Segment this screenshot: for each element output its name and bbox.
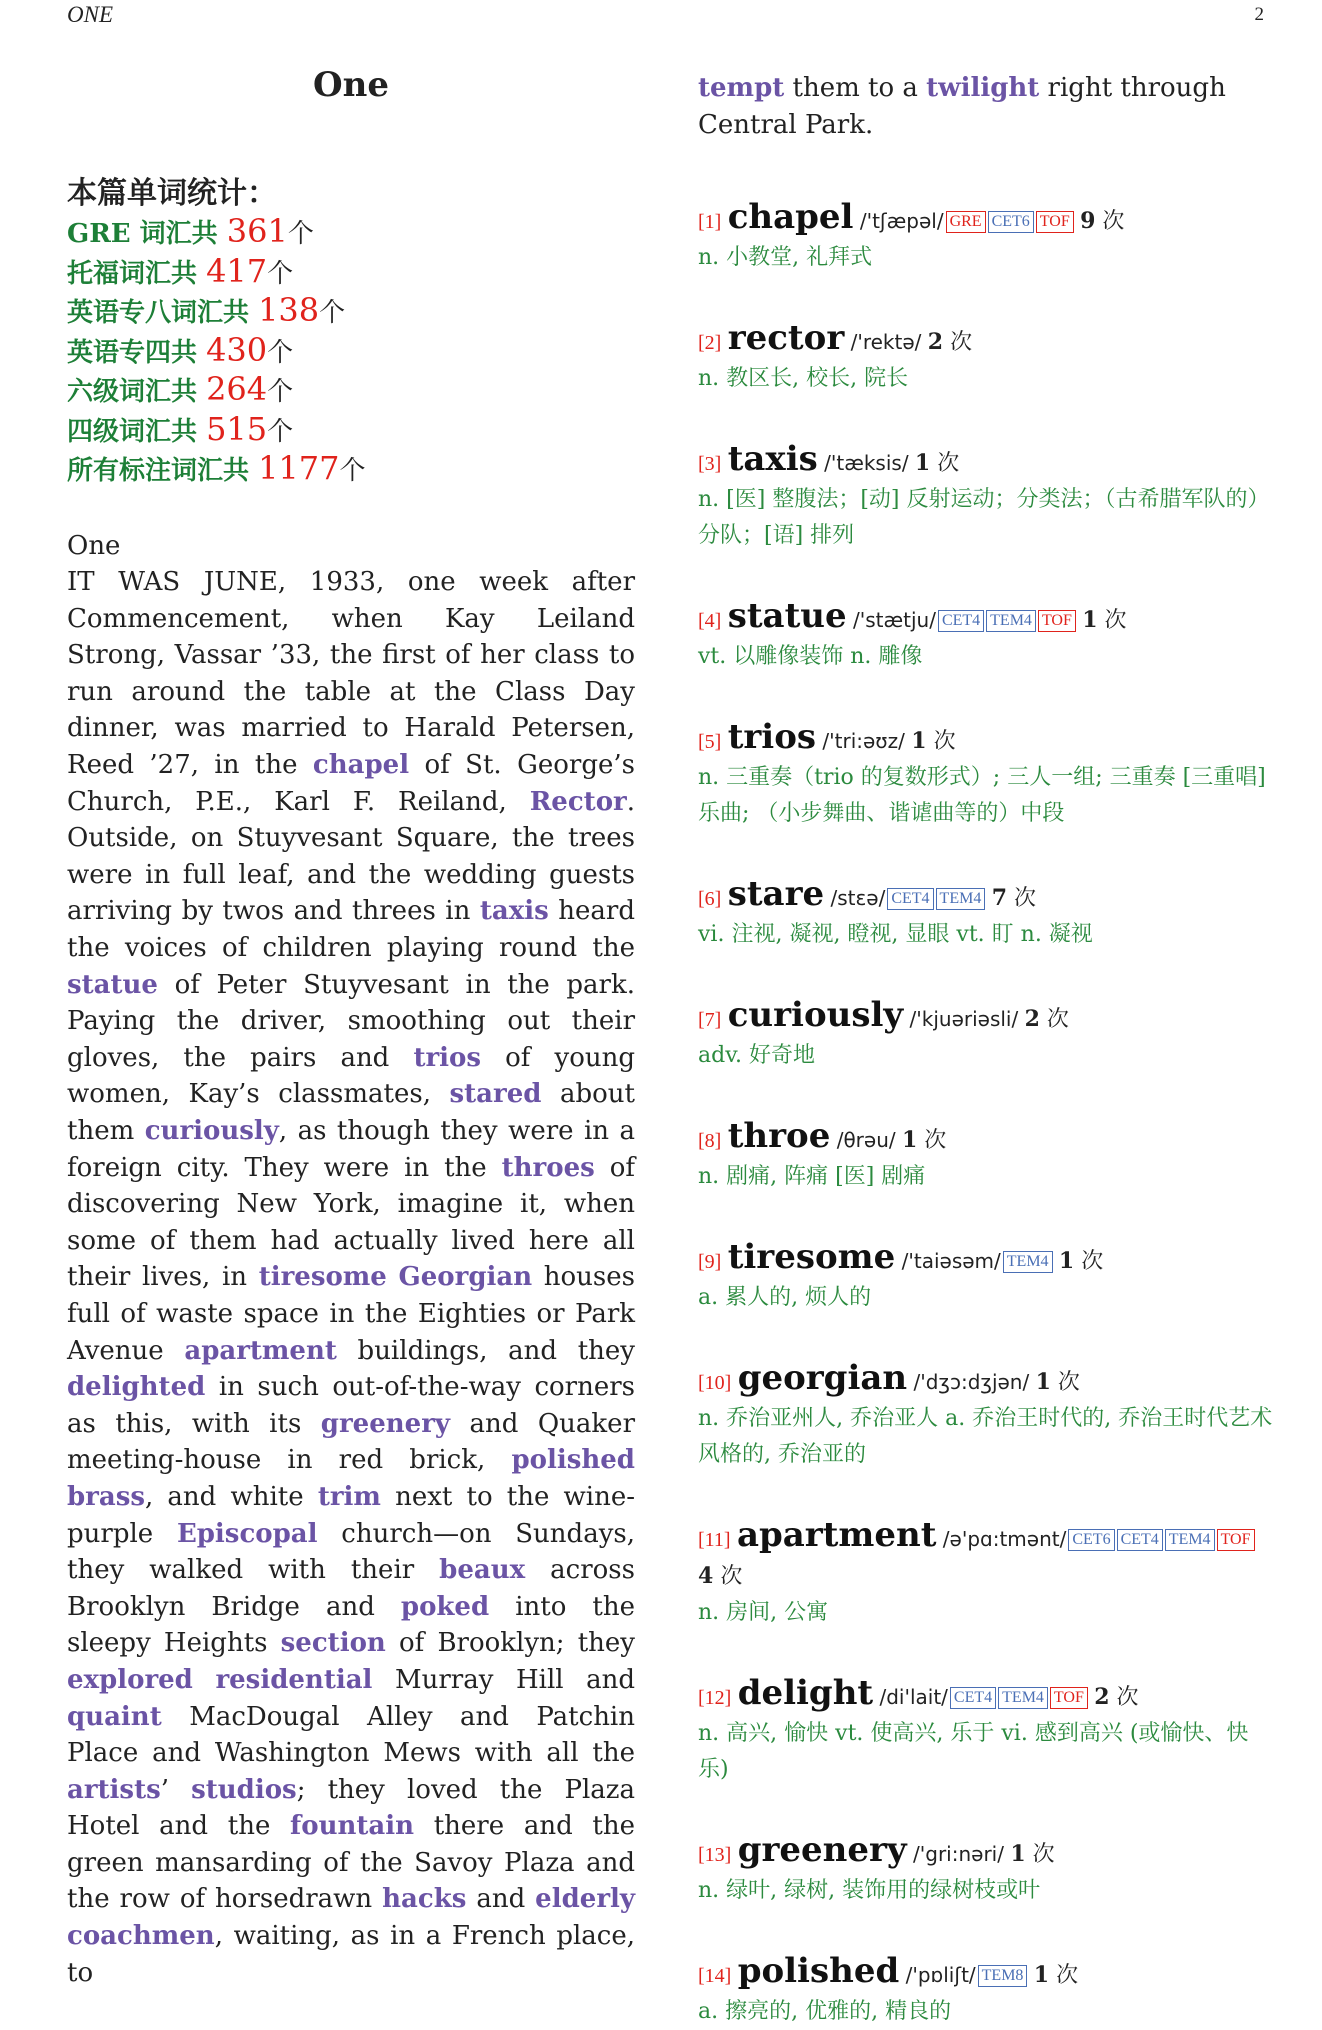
entry-word: delight (737, 1673, 874, 1714)
glossary-entry (698, 1360, 1276, 1473)
entry-phonetic: /'tri:əʊz/ (822, 729, 905, 754)
frequency-count: 2 (1094, 1684, 1110, 1711)
keyword: delighted (67, 1372, 206, 1403)
entry-definition: a. 累人的, 烦人的 (698, 1285, 872, 1311)
exam-tag: TEM4 (1165, 1529, 1215, 1551)
frequency-count: 2 (927, 329, 944, 356)
frequency-count: 1 (911, 728, 927, 755)
entry-number: [14] (698, 1965, 732, 1988)
entry-definition: vt. 以雕像装饰 n. 雕像 (698, 644, 923, 670)
stats-heading: 本篇单词统计： (67, 176, 277, 211)
entry-number: [13] (698, 1844, 732, 1867)
glossary-entry (698, 719, 1276, 832)
entry-phonetic: /'gri:nəri/ (913, 1842, 1004, 1867)
entry-number: [3] (698, 453, 722, 476)
keyword: Episcopal (176, 1518, 318, 1549)
entry-word: georgian (737, 1358, 908, 1399)
entry-word: stare (727, 874, 825, 915)
stat-line (67, 332, 635, 372)
keyword: Georgian (398, 1262, 533, 1293)
entry-definition: n. 小教堂, 礼拜式 (698, 245, 873, 271)
entry-head (698, 598, 1276, 639)
frequency-unit: 次 (1014, 886, 1037, 912)
entry-word: apartment (736, 1515, 937, 1556)
keyword: throes (501, 1152, 595, 1183)
frequency-count: 1 (1033, 1962, 1050, 1989)
entry-number: [1] (698, 211, 722, 234)
entry-frequency (992, 886, 1036, 911)
exam-tag: TEM8 (978, 1965, 1028, 1987)
entry-frequency (928, 330, 972, 355)
keyword: beaux (439, 1555, 526, 1586)
entry-number: [5] (698, 731, 722, 754)
keyword: tiresome (258, 1262, 387, 1293)
frequency-count: 1 (1035, 1369, 1051, 1396)
entry-head (698, 1118, 1276, 1159)
entry-word: polished (737, 1951, 900, 1992)
frequency-unit: 次 (1056, 1963, 1079, 1989)
glossary-entry (698, 1239, 1276, 1316)
frequency-count: 1 (1010, 1841, 1026, 1868)
entry-word: taxis (727, 439, 818, 480)
keyword: twilight (926, 73, 1040, 103)
stat-line (67, 450, 635, 490)
stat-count: 264 (206, 370, 268, 408)
glossary-entry (698, 1118, 1276, 1195)
frequency-unit: 次 (1057, 1370, 1080, 1396)
stat-label: 六级词汇共 (67, 377, 207, 407)
entry-definition: vi. 注视, 凝视, 瞪视, 显眼 vt. 盯 n. 凝视 (698, 922, 1093, 948)
keyword: trim (317, 1481, 381, 1512)
entry-head (698, 320, 1276, 361)
exam-tag: TEM4 (986, 610, 1036, 632)
entry-head (698, 719, 1276, 760)
stat-label: 所有标注词汇共 (67, 456, 259, 486)
entry-definition: n. [医] 整腹法；[动] 反射运动；分类法；（古希腊军队的）分队；[语] 排列 (698, 487, 1270, 549)
story-paragraph: IT WAS JUNE, 1933, one week after Commencement, when Kay Leiland Strong, Vassar ’33, the first of her class to run around the table at the Class Day dinner, was married to Harald Petersen, Reed ’27, in the chapel of St. George’s Church, P.E., Karl F. Reiland, Rector. Outside, on Stuyvesant Square, the trees were in full leaf, and the wedding guests arriving by twos and threes in taxis heard the voices of children playing round the statue of Peter Stuyvesant in the park. Paying the driver, smoothing out their gloves, the pairs and trios of young women, Kay’s classmates, stared about them curiously, as though they were in a foreign city. They were in the throes of discovering New York, imagine it, when some of them had actually lived here all their lives, in tiresome Georgian houses full of waste space in the Eighties or Park Avenue apartment buildings, and they delighted in such out-of-the-way corners as this, with its greenery and Quaker meeting-house in red brick, polished brass, and white trim next to the wine-purple Episcopal church—on Sundays, they walked with their beaux across Brooklyn Bridge and poked into the sleepy Heights section of Brooklyn; they explored residential Murray Hill and quaint MacDougal Alley and Patchin Place and Washington Mews with all the artists’ studios; they loved the Plaza Hotel and the fountain there and the green mansarding of the Savoy Plaza and the row of horsedrawn hacks and elderly coachmen, waiting, as in a French place, to (67, 567, 636, 1988)
stat-count: 361 (226, 212, 288, 250)
exam-tag: CET4 (950, 1687, 996, 1709)
keyword: fountain (290, 1811, 415, 1842)
entry-frequency (698, 1564, 742, 1589)
entry-phonetic: /θrəu/ (836, 1128, 896, 1153)
frequency-count: 9 (1080, 208, 1096, 235)
entry-frequency (1034, 1963, 1078, 1988)
keyword: artists (67, 1774, 161, 1805)
stat-label: GRE 词汇共 (67, 219, 227, 249)
stat-count: 430 (206, 330, 268, 369)
keyword: explored (67, 1664, 193, 1695)
glossary-entry (698, 1517, 1276, 1631)
entry-definition: n. 绿叶, 绿树, 装饰用的绿树枝或叶 (698, 1878, 1041, 1904)
stat-unit: 个 (267, 337, 294, 368)
entry-word: statue (727, 596, 847, 637)
stat-unit: 个 (267, 416, 294, 447)
entry-word: rector (727, 318, 845, 359)
stat-label: 托福词汇共 (67, 258, 207, 289)
entry-number: [4] (698, 610, 722, 633)
keyword: greenery (320, 1408, 450, 1439)
entry-head (698, 1832, 1276, 1873)
keyword: Rector (529, 786, 627, 817)
frequency-unit: 次 (933, 729, 956, 755)
glossary-entry (698, 1675, 1276, 1788)
exam-tag: CET6 (1068, 1529, 1114, 1551)
frequency-unit: 次 (1081, 1249, 1104, 1275)
glossary-list (698, 199, 1276, 2030)
entry-phonetic: /'taiəsəm/ (901, 1249, 1001, 1274)
entry-frequency (902, 1128, 946, 1153)
exam-tag: TEM4 (998, 1687, 1048, 1709)
keyword: poked (400, 1591, 490, 1622)
glossary-entry (698, 1832, 1276, 1909)
stat-label: 四级词汇共 (67, 416, 207, 447)
exam-tag: CET4 (887, 888, 933, 910)
frequency-unit: 次 (1046, 1007, 1069, 1033)
entry-head (698, 441, 1276, 482)
stat-line (67, 371, 635, 411)
exam-tag: CET6 (988, 211, 1034, 233)
entry-phonetic: /'tʃæpəl/ (859, 209, 944, 234)
stat-line (67, 253, 635, 293)
glossary-entry (698, 1953, 1276, 2030)
glossary-entry (698, 441, 1276, 554)
frequency-unit: 次 (1102, 209, 1125, 235)
entry-head (698, 1517, 1276, 1595)
keyword: coachmen (67, 1921, 215, 1952)
keyword: quaint (67, 1701, 162, 1732)
entry-phonetic: /'pɒliʃt/ (905, 1963, 976, 1988)
entry-frequency (1082, 608, 1126, 633)
frequency-unit: 次 (950, 330, 973, 356)
entry-word: chapel (727, 197, 854, 238)
stat-line (67, 411, 635, 451)
entry-phonetic: /ə'pɑ:tmənt/ (942, 1527, 1067, 1552)
entry-phonetic: /'dʒɔ:dʒjən/ (913, 1370, 1030, 1395)
keyword: trios (413, 1042, 482, 1073)
exam-tag: TOF (1036, 211, 1074, 233)
frequency-count: 1 (1082, 607, 1098, 634)
entry-head (698, 1675, 1276, 1716)
left-column (67, 60, 635, 1991)
entry-frequency (1036, 1370, 1080, 1395)
entry-definition: a. 擦亮的, 优雅的, 精良的 (698, 1999, 952, 2025)
stat-unit: 个 (267, 258, 294, 289)
entry-head (698, 997, 1276, 1038)
glossary-entry (698, 598, 1276, 675)
keyword: statue (67, 969, 158, 1000)
exam-tag: TEM4 (936, 888, 986, 910)
keyword: apartment (184, 1335, 337, 1366)
entry-head (698, 1953, 1276, 1994)
frequency-unit: 次 (1104, 608, 1127, 634)
keyword: taxis (479, 896, 549, 927)
chapter-title: One (313, 65, 389, 105)
entry-word: curiously (727, 995, 904, 1036)
entry-phonetic: /'rektə/ (850, 330, 922, 355)
entry-phonetic: /di'lait/ (879, 1685, 948, 1710)
story-heading: One (67, 530, 121, 561)
exam-tag: CET4 (938, 610, 984, 632)
story-text (67, 528, 635, 1992)
frequency-count: 7 (991, 885, 1007, 912)
entry-frequency (1094, 1685, 1138, 1710)
frequency-count: 4 (698, 1563, 714, 1590)
keyword: studios (191, 1774, 297, 1805)
entry-number: [6] (698, 888, 722, 911)
stat-label: 英语专八词汇共 (67, 298, 259, 328)
entry-word: throe (727, 1116, 831, 1157)
stat-line (67, 292, 635, 332)
entry-definition: n. 剧痛, 阵痛 [医] 剧痛 (698, 1164, 926, 1190)
keyword: chapel (312, 750, 410, 781)
stat-unit: 个 (267, 377, 294, 407)
exam-tag: TOF (1050, 1687, 1088, 1709)
entry-head (698, 1360, 1276, 1401)
stat-line (67, 213, 635, 253)
exam-tag: TOF (1038, 610, 1076, 632)
running-title: ONE (67, 2, 113, 27)
story-continuation: tempt them to a twilight right through Central Park. (698, 73, 1226, 140)
entry-frequency (1059, 1249, 1103, 1274)
exam-tag: GRE (946, 211, 986, 233)
entry-phonetic: /stɛə/ (830, 886, 886, 911)
entry-frequency (1025, 1007, 1069, 1032)
frequency-unit: 次 (937, 451, 960, 477)
frequency-unit: 次 (720, 1564, 743, 1590)
entry-phonetic: /'tæksis/ (824, 451, 909, 476)
page-number: 2 (1254, 4, 1264, 25)
glossary-entry (698, 876, 1276, 953)
right-column (698, 60, 1276, 2030)
keyword: section (280, 1628, 386, 1659)
keyword: brass (67, 1481, 145, 1512)
entry-number: [11] (698, 1529, 731, 1552)
stat-unit: 个 (319, 298, 346, 328)
stat-count: 138 (258, 291, 320, 329)
stats-list (67, 213, 635, 490)
frequency-unit: 次 (1116, 1685, 1139, 1711)
entry-frequency (1010, 1842, 1054, 1867)
stat-unit: 个 (287, 219, 314, 249)
entry-definition: n. 高兴, 愉快 vt. 使高兴, 乐于 vi. 感到高兴 (或愉快、快乐) (698, 1721, 1249, 1783)
stat-unit: 个 (339, 456, 366, 486)
entry-number: [2] (698, 332, 722, 355)
frequency-count: 1 (914, 450, 931, 477)
glossary-entry (698, 199, 1276, 276)
entry-head (698, 876, 1276, 917)
keyword: curiously (144, 1116, 279, 1146)
entry-frequency (915, 451, 959, 476)
entry-number: [10] (698, 1372, 732, 1395)
entry-frequency (911, 729, 955, 754)
stat-count: 515 (206, 409, 268, 448)
glossary-entry (698, 320, 1276, 397)
frequency-count: 1 (901, 1127, 918, 1154)
entry-head (698, 199, 1276, 240)
frequency-unit: 次 (1032, 1842, 1055, 1868)
entry-word: trios (727, 717, 817, 758)
exam-tag: TEM4 (1003, 1251, 1053, 1273)
exam-tag: CET4 (1117, 1529, 1163, 1551)
frequency-count: 2 (1024, 1006, 1040, 1033)
stat-label: 英语专四共 (67, 337, 207, 368)
keyword: hacks (382, 1884, 467, 1915)
entry-definition: n. 房间, 公寓 (698, 1600, 829, 1626)
stat-count: 417 (206, 251, 268, 290)
keyword: stared (449, 1079, 542, 1110)
keyword: tempt (698, 73, 785, 103)
entry-phonetic: /'kjuəriəsli/ (909, 1007, 1019, 1032)
entry-number: [9] (698, 1251, 722, 1274)
entry-word: tiresome (727, 1237, 896, 1278)
glossary-entry (698, 997, 1276, 1074)
entry-head (698, 1239, 1276, 1280)
entry-phonetic: /'stætju/ (852, 608, 936, 633)
stat-count: 1177 (258, 449, 340, 487)
entry-definition: n. 乔治亚州人, 乔治亚人 a. 乔治王时代的, 乔治王时代艺术风格的, 乔治亚的 (698, 1406, 1273, 1468)
entry-number: [7] (698, 1009, 722, 1032)
frequency-count: 1 (1058, 1248, 1075, 1275)
entry-definition: n. 教区长, 校长, 院长 (698, 366, 909, 392)
exam-tag: TOF (1217, 1529, 1255, 1551)
entry-definition: n. 三重奏（trio 的复数形式）; 三人一组; 三重奏 [三重唱] 乐曲; （小步舞曲、谐谑曲等的）中段 (698, 765, 1266, 827)
entry-definition: adv. 好奇地 (698, 1043, 816, 1069)
keyword: residential (215, 1664, 373, 1695)
entry-number: [12] (698, 1687, 732, 1710)
entry-frequency (1080, 209, 1124, 234)
keyword: polished (511, 1445, 635, 1476)
entry-word: greenery (737, 1830, 907, 1871)
keyword: elderly (535, 1884, 635, 1915)
entry-number: [8] (698, 1130, 722, 1153)
frequency-unit: 次 (924, 1128, 947, 1154)
vocabulary-stats (67, 175, 635, 490)
